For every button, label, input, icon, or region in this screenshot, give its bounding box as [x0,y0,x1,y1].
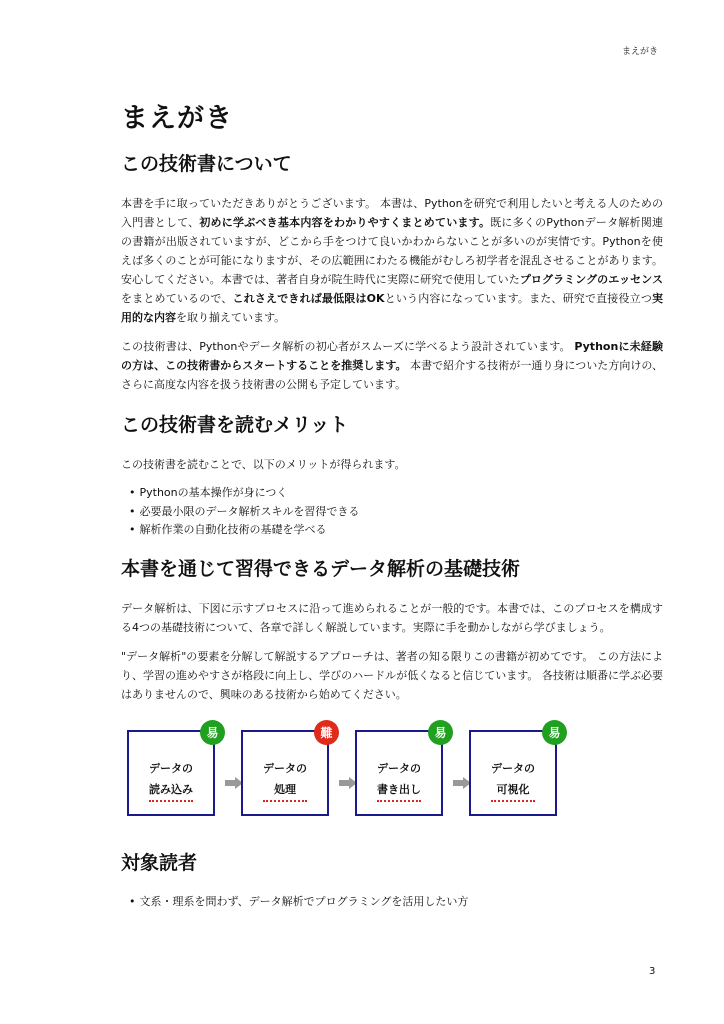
bold-text: 初めに学ぶべき基本内容をわかりやすくまとめています。 [199,216,491,229]
step-label-line1: データの [149,761,193,775]
text-run: データ解析は、下図に示すプロセスに沿って進められることが一般的です。本書では、このプロセスを構成する4つの基礎技術について、各章で詳しく解説しています。実際に手を動かしながら学びましょう。 [121,601,663,634]
paragraph-skills-1 [121,599,663,637]
step-label-line2: 可視化 [496,782,530,796]
list-item: • 必要最小限のデータ解析スキルを習得できる [129,503,663,522]
process-step [241,725,333,816]
text-run: という内容になっています。また、研究で直接役立つ [384,292,653,305]
list-item: • Pythonの基本操作が身につく [129,484,663,503]
step-label [243,758,327,802]
step-label-line1: データの [377,761,421,775]
step-label-line2: 処理 [274,782,296,796]
bold-text: Pythonに未経験の方は、この技術書からスタートすることを推奨します。 [121,340,663,372]
step-label-line2: 書き出し [377,782,421,796]
difficulty-badge: 易 [428,720,453,745]
section-heading-skills: 本書を通じて習得できるデータ解析の基礎技術 [121,557,521,580]
difficulty-badge: 難 [314,720,339,745]
text-run: 本書で紹介する技術が一通り身についた方向けの、さらに高度な内容を扱う技術書の公開も予定しています。 [121,359,663,391]
difficulty-badge: 易 [200,720,225,745]
paragraph-about-2 [121,337,663,394]
paragraph-merit-intro [121,455,663,474]
section-heading-about: この技術書について [121,153,292,175]
section-heading-merits: この技術書を読むメリット [121,414,349,436]
text-run: を取り揃えています。 [176,311,286,324]
step-label-line1: データの [263,761,307,775]
text-run: 既に多くのPythonデータ解析関連の書籍が出版されていますが、どこから手をつけて良いかわからないことが多いのが実情です。Pythonを使えば多くのことが可能になりますが、その広範囲にわたる機能がむしろ初学者を混乱させることがあります。 安心してください。本書では、著者自身が院生時代に実際に研究で使用していた [121,216,663,286]
difficulty-badge: 易 [542,720,567,745]
step-label [471,758,555,802]
text-run: 本書を手に取っていただきありがとうございます。 本書は、Pythonを研究で利用したいと考える人のための入門書として、 [121,197,663,229]
text-run: "データ解析"の要素を分解して解説するアプローチは、著者の知る限りこの書籍が初めてです。 この方法により、学習の進めやすさが格段に向上し、学びのハードルが低くなると信じています。 各技術は順番に学ぶ必要はありませんので、興味のある技術から始めてください。 [121,649,663,701]
step-label-line1: データの [491,761,535,775]
step-label [357,758,441,802]
bold-text: これさえできれば最低限はOK [232,292,385,305]
page-title: まえがき [121,103,233,134]
bold-text: プログラミングのエッセンス [519,273,663,286]
paragraph-skills-2 [121,647,663,704]
audience-list [121,893,663,912]
text-run: をまとめているので、 [121,292,233,305]
text-run: この技術書を読むことで、以下のメリットが得られます。 [121,458,406,471]
page-content [121,96,663,925]
list-item: • 文系・理系を問わず、データ解析でプログラミングを活用したい方 [129,893,663,912]
section-heading-audience: 対象読者 [121,851,198,874]
step-label-line2: 読み込み [149,782,193,796]
text-run: この技術書は、Pythonやデータ解析の初心者がスムーズに学べるよう設計されています。 [121,340,575,353]
running-head: まえがき [621,47,658,57]
process-step [127,725,219,816]
process-step [469,725,561,816]
paragraph-about-1 [121,194,663,327]
bold-text: 実用的な内容 [121,292,664,324]
process-diagram [121,718,663,822]
page-number: 3 [649,966,656,977]
merit-list [121,484,663,540]
list-item: • 解析作業の自動化技術の基礎を学べる [129,521,663,540]
process-step [355,725,447,816]
step-label [129,758,213,802]
